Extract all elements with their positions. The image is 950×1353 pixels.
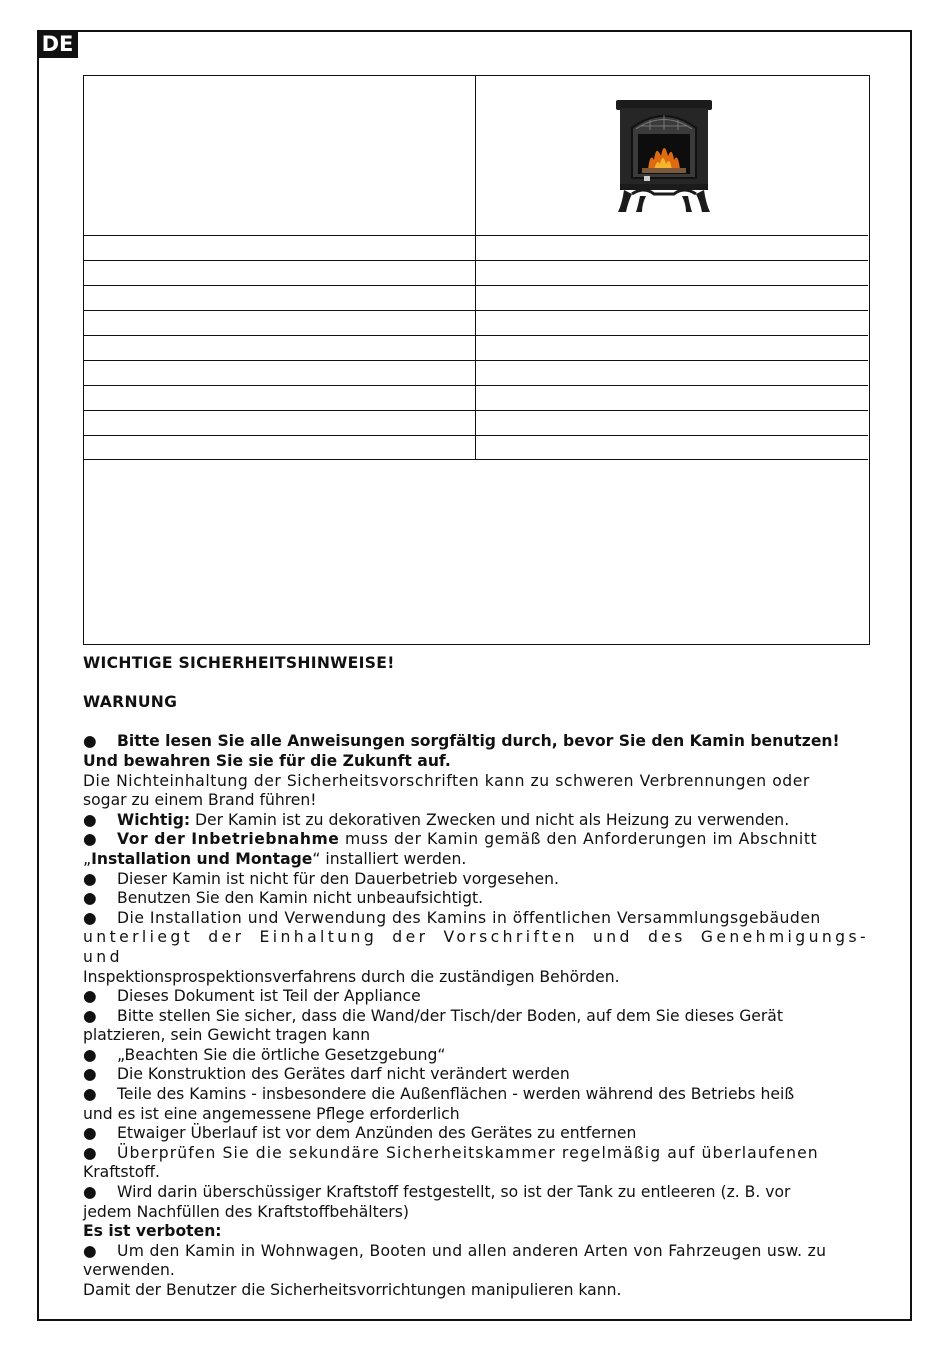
spec-cell-label bbox=[84, 411, 476, 435]
spec-cell-label bbox=[84, 386, 476, 410]
instruction-text: unterliegt der Einhaltung der Vorschriften und des Genehmigungs- und bbox=[83, 928, 869, 966]
instruction-text: Kraftstoff. bbox=[83, 1163, 161, 1182]
spec-cell-value bbox=[476, 361, 868, 385]
bullet-icon: ● bbox=[83, 810, 97, 829]
bullet-icon: ● bbox=[83, 869, 97, 888]
spec-cell-value bbox=[476, 336, 868, 360]
instruction-item: ● „Beachten Sie die örtliche Gesetzgebung“ bbox=[83, 1045, 446, 1064]
warning-heading: WARNUNG bbox=[83, 693, 178, 712]
bullet-icon: ● bbox=[83, 889, 97, 908]
instruction-text: verwenden. bbox=[83, 1261, 175, 1280]
instruction-text: „Installation und Montage“ installiert werden. bbox=[83, 849, 467, 868]
instruction-item: ● Die Konstruktion des Gerätes darf nicht verändert werden bbox=[83, 1065, 570, 1084]
spec-notes-cell bbox=[84, 459, 868, 645]
instruction-item: ● Bitte lesen Sie alle Anweisungen sorgfältig durch, bevor Sie den Kamin benutzen! bbox=[83, 732, 840, 751]
bullet-icon: ● bbox=[83, 1241, 97, 1260]
instruction-text: jedem Nachfüllen des Kraftstoffbehälters) bbox=[83, 1202, 409, 1221]
spec-cell-value bbox=[476, 386, 868, 410]
instruction-text: platzieren, sein Gewicht tragen kann bbox=[83, 1026, 371, 1045]
spec-cell-label bbox=[84, 436, 476, 460]
instruction-item: ● Benutzen Sie den Kamin nicht unbeaufsichtigt. bbox=[83, 889, 484, 908]
spec-header-left-cell bbox=[84, 76, 476, 235]
safety-heading: WICHTIGE SICHERHEITSHINWEISE! bbox=[83, 654, 395, 672]
spec-cell-label bbox=[84, 311, 476, 335]
bullet-icon: ● bbox=[83, 1045, 97, 1064]
instruction-item: ● Bitte stellen Sie sicher, dass die Wand/der Tisch/der Boden, auf dem Sie dieses Gerät bbox=[83, 1006, 783, 1025]
instruction-item: ● Die Installation und Verwendung des Kamins in öffentlichen Versammlungsgebäuden bbox=[83, 908, 821, 927]
forbidden-heading: Es ist verboten: bbox=[83, 1222, 222, 1241]
bullet-icon: ● bbox=[83, 908, 98, 927]
instruction-text: Damit der Benutzer die Sicherheitsvorrichtungen manipulieren kann. bbox=[83, 1281, 622, 1299]
spec-row bbox=[84, 310, 868, 335]
instruction-item: ● Überprüfen Sie die sekundäre Sicherheitskammer regelmäßig auf überlaufenen bbox=[83, 1143, 819, 1162]
spec-row bbox=[84, 360, 868, 385]
instruction-item: ● Dieser Kamin ist nicht für den Dauerbetrieb vorgesehen. bbox=[83, 869, 559, 888]
spec-cell-value bbox=[476, 436, 868, 460]
instruction-text: Und bewahren Sie sie für die Zukunft auf. bbox=[83, 751, 451, 770]
spec-row bbox=[84, 260, 868, 285]
bullet-icon: ● bbox=[83, 1085, 97, 1104]
bullet-icon: ● bbox=[83, 830, 98, 849]
instruction-item: ● Teile des Kamins - insbesondere die Außenflächen - werden während des Betriebs heiß bbox=[83, 1085, 795, 1104]
fireplace-product-image bbox=[614, 96, 714, 216]
bullet-icon: ● bbox=[83, 987, 97, 1006]
spec-cell-value bbox=[476, 411, 868, 435]
spec-cell-label bbox=[84, 236, 476, 260]
spec-cell-label bbox=[84, 261, 476, 285]
bullet-icon: ● bbox=[83, 1006, 97, 1025]
spec-cell-label bbox=[84, 361, 476, 385]
bullet-icon: ● bbox=[83, 732, 97, 751]
instruction-item: ● Wird darin überschüssiger Kraftstoff festgestellt, so ist der Tank zu entleeren (z. B. vor bbox=[83, 1183, 791, 1202]
bullet-icon: ● bbox=[83, 1124, 97, 1143]
instruction-item: ● Vor der Inbetriebnahme muss der Kamin gemäß den Anforderungen im Abschnitt bbox=[83, 830, 818, 849]
spec-row bbox=[84, 385, 868, 410]
safety-section bbox=[83, 654, 869, 1301]
spec-cell-value bbox=[476, 261, 868, 285]
spec-cell-value bbox=[476, 286, 868, 310]
bullet-icon: ● bbox=[83, 1183, 97, 1202]
instruction-item: ● Um den Kamin in Wohnwagen, Booten und allen anderen Arten von Fahrzeugen usw. zu bbox=[83, 1241, 827, 1260]
instruction-item: ● Dieses Dokument ist Teil der Appliance bbox=[83, 987, 421, 1006]
instruction-text: Die Nichteinhaltung der Sicherheitsvorschriften kann zu schweren Verbrennungen oder bbox=[83, 771, 810, 790]
spec-row bbox=[84, 285, 868, 310]
spec-header-right-cell bbox=[476, 76, 869, 235]
instruction-item: ● Etwaiger Überlauf ist vor dem Anzünden des Gerätes zu entfernen bbox=[83, 1124, 637, 1143]
bullet-icon: ● bbox=[83, 1065, 97, 1084]
bullet-icon: ● bbox=[83, 1143, 98, 1162]
spec-cell-value bbox=[476, 311, 868, 335]
instruction-text: sogar zu einem Brand führen! bbox=[83, 791, 317, 810]
spec-table bbox=[83, 75, 870, 645]
spec-row bbox=[84, 335, 868, 360]
spec-row bbox=[84, 410, 868, 435]
spec-cell-label bbox=[84, 286, 476, 310]
instruction-item: ● Wichtig: Der Kamin ist zu dekorativen Zwecken und nicht als Heizung zu verwenden. bbox=[83, 810, 790, 829]
spec-cell-label bbox=[84, 336, 476, 360]
spec-cell-value bbox=[476, 236, 868, 260]
spec-row bbox=[84, 235, 868, 260]
instruction-text: und es ist eine angemessene Pflege erforderlich bbox=[83, 1104, 460, 1123]
instruction-text: Inspektionsprospektionsverfahrens durch die zuständigen Behörden. bbox=[83, 967, 620, 986]
spec-row bbox=[84, 435, 868, 460]
language-badge: DE bbox=[37, 31, 78, 58]
